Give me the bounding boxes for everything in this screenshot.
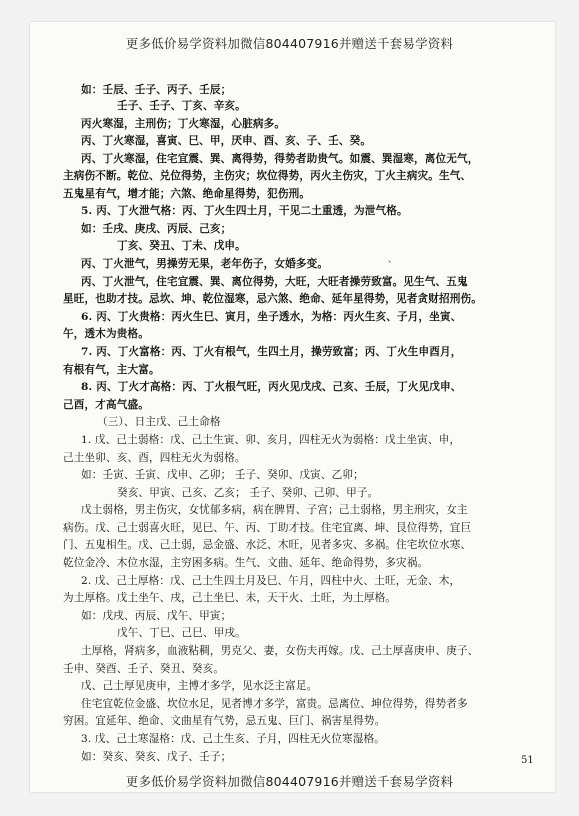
text-line: 丙、丁火泄气，住宅宜震、巽、离位得势，大旺，大旺者操劳致富。见生气、五鬼	[81, 276, 468, 288]
text-line: 8. 丙、丁火才高格：丙、丁火根气旺，丙火见戊戌、己亥、壬辰，丁火见戊申、	[81, 381, 462, 393]
text-line: 丙、丁火泄气，男操劳无果，老年伤子，女婚多变。	[81, 258, 329, 270]
text-line: 戊午、丁巳、己巳、甲戌。	[117, 627, 246, 639]
text-line: 1. 戊、己土弱格：戊、己土生寅、卯、亥月，四柱无火为弱格：戊土坐寅、申，	[81, 434, 461, 446]
text-line: 癸亥、甲寅、己亥、乙亥； 壬子、癸卯、己卯、甲子。	[117, 487, 379, 499]
text-line: 为土厚格。戊土坐午、戌，己土坐巳、未，天干火、土旺，为土厚格。	[63, 592, 397, 604]
bottom-watermark-banner: 更多低价易学资料加微信804407916并赠送千套易学资料	[125, 774, 454, 789]
text-line: 穷困。宜延年、绝命、文曲星有气势，忌五鬼、巨门、祸害星得势。	[63, 715, 386, 727]
text-line: 门、五鬼相生。戊、己土弱，忌金盛、水泛、木旺，见者多灾、多祸。住宅坎位水寒、	[63, 539, 472, 551]
text-line: 午，透木为贵格。	[63, 328, 149, 340]
text-line: 2. 戊、己土厚格：戊、己土生四土月及巳、午月，四柱中火、土旺，无金、木，	[81, 575, 461, 587]
text-line: 己土坐卯、亥、酉，四柱无火为弱格。	[63, 452, 246, 464]
text-line: 7. 丙、丁火富格：丙、丁火有根气，生四土月，操劳致富；丙、丁火生申酉月，	[81, 346, 462, 358]
text-line: 壬申、癸酉、壬子、癸丑、癸亥。	[63, 663, 225, 675]
text-line: 如：戊戌、丙辰、戊午、甲寅；	[81, 610, 232, 622]
text-line: 住宅宜乾位金盛、坎位水足，见者博才多学，富贵。忌离位、坤位得势，得势者多	[81, 698, 468, 710]
section-heading: （三）、日主戊、己土命格	[97, 416, 221, 428]
text-line: 如：壬辰、壬子、丙子、壬辰；	[81, 84, 232, 96]
top-watermark-banner: 更多低价易学资料加微信804407916并赠送千套易学资料	[125, 36, 454, 51]
page-number: 51	[521, 755, 534, 766]
text-line: 土厚格，肾病多，血液粘稠，男克父、妻，女伤夫再嫁。戊、己土厚喜庚申、庚子、	[81, 645, 479, 657]
text-line: 如：癸亥、癸亥、戊子、壬子；	[81, 751, 232, 763]
text-line: 己酉，才高气盛。	[63, 399, 149, 411]
text-line: 有根有气，主大富。	[63, 364, 160, 376]
text-line: 5. 丙、丁火泄气格：丙、丁火生四土月，干见二土重透，为泄气格。	[81, 205, 408, 217]
text-line: 如：壬戌、庚戌、丙辰、己亥；	[81, 223, 232, 235]
text-line: 6. 丙、丁火贵格：丙火生巳、寅月，坐子透水，为格：丙火生亥、子月，坐寅、	[81, 311, 462, 323]
text-line: 如：壬寅、壬寅、戊申、乙卯； 壬子、癸卯、戊寅、乙卯；	[81, 469, 364, 481]
text-line: 壬子、壬子、丁亥、辛亥。	[117, 100, 246, 112]
text-line: 3. 戊、己土寒湿格：戊、己土生亥、子月，四柱无火位寒湿格。	[81, 733, 386, 745]
text-line: 戊土弱格，男主伤灾，女忧郁多病，病在脾胃、子宫；己土弱格，男主刑灾，女主	[81, 504, 468, 516]
text-line: 乾位金冷、木位水湿，主穷困多病。生气、文曲、延年、绝命得势，多灾祸。	[63, 557, 429, 569]
text-line: 星旺，也助才技。忌坎、坤、乾位湿寒，忌六煞、绝命、延年星得势，见者贪财招刑伤。	[63, 293, 483, 305]
text-line: 主病伤不断。乾位、兑位得势，主伤灾；坎位得势，丙火主伤灾，丁火主病灾。生气、	[63, 170, 472, 182]
text-line: 五鬼星有气，增才能；六煞、绝命星得势，犯伤刑。	[63, 188, 311, 200]
text-line: 丙火寒湿，主刑伤；丁火寒湿，心脏病多。	[81, 118, 286, 130]
stray-punctuation-mark: 、	[388, 255, 398, 265]
text-line: 丁亥、癸丑、丁未、戊申。	[117, 240, 246, 252]
text-line: 丙、丁火寒湿，喜寅、巳、甲，厌申、酉、亥、子、壬、癸。	[81, 135, 372, 147]
text-line: 戊、己土厚见庚申，主博才多学，见水泛主富足。	[81, 680, 318, 692]
text-line: 病伤。戊、己土弱喜火旺，见巳、午、丙、丁助才技。住宅宜离、坤、艮位得势，宜巨	[63, 522, 472, 534]
text-line: 丙、丁火寒湿，住宅宜震、巽、离得势，得势者助贵气。如震、巽湿寒，离位无气，	[81, 153, 479, 165]
